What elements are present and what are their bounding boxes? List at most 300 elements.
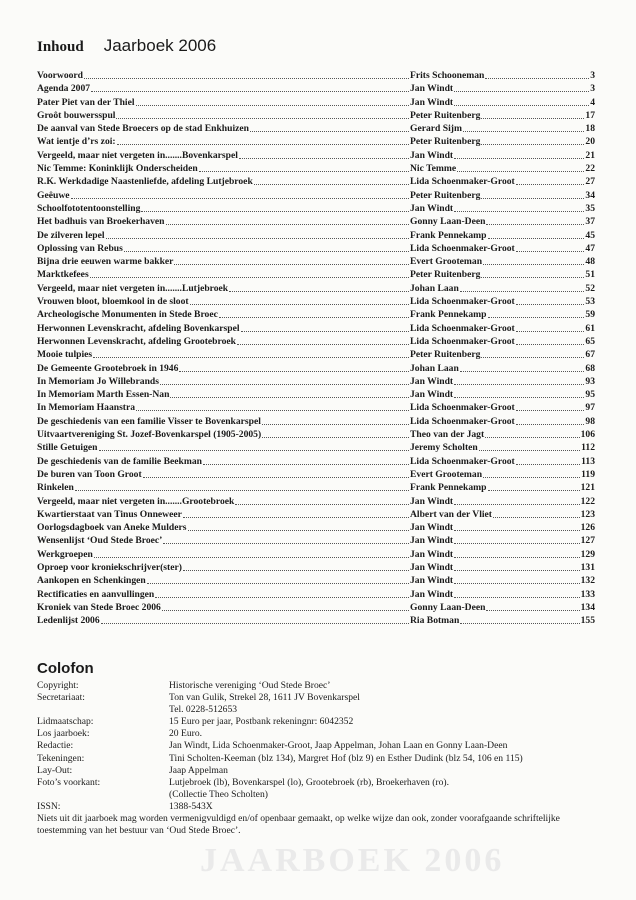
toc-author: Lida Schoenmaker-Groot — [410, 242, 515, 254]
colofon-label: Los jaarboek: — [37, 728, 90, 740]
dot-leader — [460, 614, 579, 624]
toc-author: Jan Windt — [410, 495, 454, 507]
toc-title-cell — [37, 82, 410, 95]
toc-author: Peter Ruitenberg — [410, 269, 481, 281]
toc-row — [37, 348, 595, 361]
dot-leader — [190, 295, 409, 305]
toc-author: Theo van der Jagt — [410, 429, 485, 441]
page-title: Jaarboek 2006 — [103, 36, 217, 55]
toc-author: Ria Botman — [410, 615, 460, 627]
toc-author: Frank Pennekamp — [410, 309, 487, 321]
colofon — [37, 660, 597, 838]
dot-leader — [488, 481, 580, 491]
toc-title-cell — [37, 268, 410, 281]
dot-leader — [239, 149, 409, 159]
toc-author: Peter Ruitenberg — [410, 189, 481, 201]
toc-row — [37, 135, 595, 148]
toc-row — [37, 521, 595, 534]
toc-title: Voorwoord — [37, 70, 84, 81]
dot-leader — [84, 69, 409, 79]
toc-page: 126 — [580, 522, 595, 534]
dot-leader — [147, 574, 409, 584]
toc-author-cell — [410, 335, 595, 348]
toc-row — [37, 455, 595, 468]
toc-title-cell — [37, 282, 410, 295]
toc-row — [37, 189, 595, 202]
dot-leader — [106, 229, 410, 239]
colofon-list — [37, 680, 597, 813]
toc-title: Pater Piet van der Thiel — [37, 96, 135, 108]
toc-page: 122 — [580, 495, 595, 507]
toc-author-cell — [410, 268, 595, 281]
toc-author-cell — [410, 122, 595, 135]
watermark: JAARBOEK 2006 — [200, 842, 505, 879]
toc-title-cell — [37, 308, 410, 321]
colofon-value: 15 Euro per jaar, Postbank rekeningnr: 6042352 — [169, 716, 354, 728]
dot-leader — [99, 441, 410, 451]
colofon-row — [37, 680, 597, 692]
dot-leader — [141, 202, 409, 212]
dot-leader — [229, 282, 409, 292]
toc-page: 53 — [585, 296, 595, 308]
toc-author: Peter Ruitenberg — [410, 349, 481, 361]
dot-leader — [454, 548, 580, 558]
dot-leader — [454, 495, 580, 505]
toc-title-cell — [37, 175, 410, 188]
dot-leader — [124, 242, 409, 252]
toc-author-cell — [410, 375, 595, 388]
toc-page: 121 — [580, 482, 595, 494]
dot-leader — [219, 308, 409, 318]
toc-title-cell — [37, 109, 410, 122]
toc-row — [37, 82, 595, 95]
toc-page: 3 — [590, 70, 595, 81]
toc-title-cell — [37, 428, 410, 441]
toc-page: 95 — [585, 389, 595, 401]
toc-author: Jan Windt — [410, 561, 454, 573]
toc-row — [37, 255, 595, 268]
dot-leader — [254, 175, 409, 185]
toc-author: Gonny Laan-Deen — [410, 216, 486, 228]
colofon-label: Lidmaatschap: — [37, 716, 94, 728]
toc-title: De Gemeente Grootebroek in 1946 — [37, 362, 179, 374]
toc-page: 106 — [580, 429, 595, 441]
section-title: Inhoud — [37, 39, 84, 55]
dot-leader — [183, 508, 409, 518]
toc-page: 67 — [585, 349, 595, 361]
toc-author: Lida Schoenmaker-Groot — [410, 335, 515, 347]
colofon-row — [37, 716, 597, 728]
toc-title: Archeologische Monumenten in Stede Broec — [37, 309, 218, 321]
toc-author-cell — [410, 255, 595, 268]
colofon-value: Ton van Gulik, Strekel 28, 1611 JV Bovenkarspel — [169, 692, 360, 704]
toc-row — [37, 601, 595, 614]
toc-page: 35 — [585, 202, 595, 214]
dot-leader — [101, 614, 409, 624]
dot-leader — [481, 135, 584, 145]
dot-leader — [516, 322, 585, 332]
toc-row — [37, 468, 595, 481]
dot-leader — [488, 229, 585, 239]
dot-leader — [166, 215, 410, 225]
toc-title: Mooie tulpies — [37, 349, 93, 361]
toc-title-cell — [37, 295, 410, 308]
colofon-value: Jan Windt, Lida Schoenmaker-Groot, Jaap Appelman, Johan Laan en Gonny Laan-Deen — [169, 740, 508, 752]
dot-leader — [516, 242, 585, 252]
toc-author-cell — [410, 601, 595, 614]
colofon-value: 20 Euro. — [169, 728, 203, 740]
toc-row — [37, 534, 595, 547]
toc-author: Jan Windt — [410, 522, 454, 534]
toc-title: Wensenlijst ‘Oud Stede Broec’ — [37, 535, 163, 547]
dot-leader — [485, 69, 589, 79]
toc-page: 131 — [580, 561, 595, 573]
toc-title: In Memoriam Haanstra — [37, 402, 136, 414]
dot-leader — [454, 561, 580, 571]
dot-leader — [454, 82, 589, 92]
toc-page: 3 — [590, 83, 595, 95]
toc-title-cell — [37, 189, 410, 202]
toc-row — [37, 495, 595, 508]
toc-title-cell — [37, 614, 410, 627]
colofon-label: Secretariaat: — [37, 692, 85, 704]
toc-title-cell — [37, 122, 410, 135]
dot-leader — [516, 455, 580, 465]
toc-author-cell — [410, 215, 595, 228]
toc-author: Gerard Sijm — [410, 123, 462, 135]
toc-author: Jeremy Scholten — [410, 442, 478, 454]
toc-title-cell — [37, 149, 410, 162]
toc-title: De buren van Toon Groot — [37, 468, 142, 480]
dot-leader — [188, 521, 409, 531]
toc-row — [37, 295, 595, 308]
dot-leader — [163, 534, 409, 544]
toc-title-cell — [37, 135, 410, 148]
toc-title-cell — [37, 96, 410, 109]
toc-author-cell — [410, 69, 595, 82]
toc-title-cell — [37, 481, 410, 494]
toc-title: In Memoriam Jo Willebrands — [37, 375, 159, 387]
dot-leader — [483, 255, 584, 265]
dot-leader — [183, 561, 409, 571]
toc-author: Peter Ruitenberg — [410, 136, 481, 148]
dot-leader — [516, 415, 585, 425]
toc-page: 59 — [585, 309, 595, 321]
toc-row — [37, 561, 595, 574]
dot-leader — [143, 468, 409, 478]
toc-row — [37, 441, 595, 454]
dot-leader — [160, 375, 409, 385]
toc-title: Kwartierstaat van Tinus Onneweer — [37, 508, 182, 520]
dot-leader — [483, 468, 580, 478]
page-header — [37, 36, 216, 56]
toc-author-cell — [410, 508, 595, 521]
toc-title-cell — [37, 202, 410, 215]
toc-title-cell — [37, 495, 410, 508]
toc-row — [37, 415, 595, 428]
toc-row — [37, 308, 595, 321]
colofon-row — [37, 740, 597, 752]
colofon-label: Copyright: — [37, 680, 79, 691]
colofon-label: ISSN: — [37, 800, 61, 812]
dot-leader — [71, 189, 409, 199]
colofon-row — [37, 801, 597, 813]
dot-leader — [170, 388, 409, 398]
toc-title: De geschiedenis van een familie Visser te Bovenkarspel — [37, 415, 261, 427]
toc-author: Jan Windt — [410, 588, 454, 600]
toc-page: 155 — [580, 615, 595, 627]
toc-author-cell — [410, 202, 595, 215]
toc-author-cell — [410, 189, 595, 202]
toc-author-cell — [410, 82, 595, 95]
toc-author-cell — [410, 441, 595, 454]
toc-title: Groôt bouwersspul — [37, 109, 116, 121]
dot-leader — [241, 322, 409, 332]
toc-page: 34 — [585, 189, 595, 201]
toc-author-cell — [410, 362, 595, 375]
toc-row — [37, 149, 595, 162]
toc-page: 98 — [585, 415, 595, 427]
dot-leader — [93, 348, 409, 358]
colofon-value: 1388-543X — [169, 800, 213, 812]
dot-leader — [237, 335, 409, 345]
colofon-row — [37, 789, 597, 801]
toc-title-cell — [37, 441, 410, 454]
toc-author-cell — [410, 282, 595, 295]
dot-leader — [91, 82, 409, 92]
dot-leader — [463, 122, 584, 132]
toc-row — [37, 322, 595, 335]
colofon-row — [37, 777, 597, 789]
toc-author: Lida Schoenmaker-Groot — [410, 176, 515, 188]
toc-title-cell — [37, 508, 410, 521]
dot-leader — [481, 268, 584, 278]
toc-row — [37, 481, 595, 494]
toc-author: Frits Schooneman — [410, 70, 485, 81]
toc-title-cell — [37, 415, 410, 428]
toc-title-cell — [37, 162, 410, 175]
toc-author-cell — [410, 614, 595, 627]
toc-row — [37, 242, 595, 255]
toc-author: Lida Schoenmaker-Groot — [410, 296, 515, 308]
toc-page: 21 — [585, 149, 595, 161]
toc-author-cell — [410, 548, 595, 561]
toc-title: Oplossing van Rebus — [37, 242, 123, 254]
dot-leader — [75, 481, 409, 491]
toc-title-cell — [37, 375, 410, 388]
toc-author: Jan Windt — [410, 375, 454, 387]
dot-leader — [262, 415, 409, 425]
toc-author: Lida Schoenmaker-Groot — [410, 455, 515, 467]
toc-author-cell — [410, 415, 595, 428]
toc-title-cell — [37, 255, 410, 268]
toc-page: 45 — [585, 229, 595, 241]
toc-title: Vergeeld, maar niet vergeten in.......Lutjebroek — [37, 282, 229, 294]
toc-author: Lida Schoenmaker-Groot — [410, 415, 515, 427]
colofon-row — [37, 704, 597, 716]
toc-row — [37, 69, 595, 82]
toc-title: Nic Temme: Koninklijk Onderscheiden — [37, 163, 198, 175]
toc-page: 47 — [585, 242, 595, 254]
dot-leader — [493, 508, 580, 518]
dot-leader — [454, 388, 584, 398]
toc-title-cell — [37, 401, 410, 414]
toc-row — [37, 375, 595, 388]
toc-title-cell — [37, 322, 410, 335]
toc-title: Aankopen en Schenkingen — [37, 575, 146, 587]
toc-title: Oorlogsdagboek van Aneke Mulders — [37, 522, 187, 534]
toc-title-cell — [37, 388, 410, 401]
toc-page: 127 — [580, 535, 595, 547]
dot-leader — [516, 401, 585, 411]
toc-author: Jan Windt — [410, 149, 454, 161]
dot-leader — [454, 534, 580, 544]
toc-row — [37, 588, 595, 601]
toc-title-cell — [37, 215, 410, 228]
toc-row — [37, 282, 595, 295]
dot-leader — [479, 441, 580, 451]
toc-author: Johan Laan — [410, 362, 459, 374]
dot-leader — [481, 189, 584, 199]
dot-leader — [481, 348, 584, 358]
toc-page: 65 — [585, 335, 595, 347]
toc-author-cell — [410, 561, 595, 574]
dot-leader — [179, 362, 409, 372]
toc-row — [37, 96, 595, 109]
toc-author-cell — [410, 295, 595, 308]
toc-page: 52 — [585, 282, 595, 294]
dot-leader — [199, 162, 409, 172]
toc-page: 123 — [580, 508, 595, 520]
toc-title: De zilveren lepel — [37, 229, 105, 241]
dot-leader — [460, 362, 585, 372]
toc-title-cell — [37, 335, 410, 348]
toc-author: Jan Windt — [410, 389, 454, 401]
toc-title-cell — [37, 455, 410, 468]
toc-row — [37, 362, 595, 375]
toc-row — [37, 428, 595, 441]
toc-author: Jan Windt — [410, 202, 454, 214]
toc-page: 119 — [581, 468, 595, 480]
colofon-label: Tekeningen: — [37, 752, 85, 764]
toc-title: Herwonnen Levenskracht, afdeling Bovenkarspel — [37, 322, 240, 334]
toc-title: Oproep voor kroniekschrijver(ster) — [37, 561, 182, 573]
toc-row — [37, 122, 595, 135]
dot-leader — [117, 135, 409, 145]
toc-author: Johan Laan — [410, 282, 459, 294]
toc-title: Ledenlijst 2006 — [37, 615, 100, 627]
colofon-row — [37, 692, 597, 704]
dot-leader — [486, 215, 584, 225]
dot-leader — [162, 601, 409, 611]
toc-title: De aanval van Stede Broecers op de stad Enkhuizen — [37, 123, 249, 135]
toc-row — [37, 388, 595, 401]
toc-title-cell — [37, 534, 410, 547]
toc-title: Vergeeld, maar niet vergeten in.......Grootebroek — [37, 495, 235, 507]
toc-author-cell — [410, 229, 595, 242]
colofon-label: Lay-Out: — [37, 764, 73, 776]
toc-author: Albert van der Vliet — [410, 508, 492, 520]
toc-title: Rinkelen — [37, 482, 74, 494]
toc-author-cell — [410, 401, 595, 414]
toc-author-cell — [410, 162, 595, 175]
toc-author: Jan Windt — [410, 83, 454, 95]
toc-author-cell — [410, 348, 595, 361]
toc-author-cell — [410, 175, 595, 188]
toc-title: Kroniek van Stede Broec 2006 — [37, 601, 161, 613]
toc-title: Schoolfototentoonstelling — [37, 202, 141, 214]
toc-row — [37, 268, 595, 281]
toc-title-cell — [37, 362, 410, 375]
toc-row — [37, 548, 595, 561]
toc-author: Lida Schoenmaker-Groot — [410, 322, 515, 334]
dot-leader — [454, 574, 580, 584]
dot-leader — [235, 495, 409, 505]
dot-leader — [454, 375, 584, 385]
dot-leader — [454, 521, 580, 531]
toc-title: R.K. Werkdadige Naastenliefde, afdeling Lutjebroek — [37, 176, 253, 188]
toc-author: Nic Temme — [410, 163, 457, 175]
toc-page: 18 — [585, 123, 595, 135]
toc-author-cell — [410, 149, 595, 162]
toc-page: 68 — [585, 362, 595, 374]
table-of-contents — [37, 69, 595, 627]
toc-author-cell — [410, 521, 595, 534]
toc-author: Gonny Laan-Deen — [410, 601, 486, 613]
toc-title-cell — [37, 548, 410, 561]
toc-title-cell — [37, 601, 410, 614]
toc-page: 4 — [590, 96, 595, 108]
toc-row — [37, 401, 595, 414]
toc-author-cell — [410, 468, 595, 481]
toc-page: 134 — [580, 601, 595, 613]
colofon-value: Tini Scholten-Keeman (blz 134), Margret Hof (blz 9) en Esther Dudink (blz 54, 106 en 115) — [169, 752, 523, 764]
toc-author-cell — [410, 109, 595, 122]
dot-leader — [155, 588, 409, 598]
dot-leader — [481, 109, 584, 119]
toc-title: Stille Getuigen — [37, 442, 98, 454]
toc-title-cell — [37, 521, 410, 534]
toc-author-cell — [410, 135, 595, 148]
colofon-label: Foto’s voorkant: — [37, 776, 101, 788]
toc-page: 133 — [580, 588, 595, 600]
dot-leader — [136, 401, 409, 411]
toc-author: Lida Schoenmaker-Groot — [410, 402, 515, 414]
toc-author: Frank Pennekamp — [410, 482, 487, 494]
toc-title-cell — [37, 468, 410, 481]
toc-page: 129 — [580, 548, 595, 560]
colofon-label — [37, 704, 169, 716]
toc-title: Het badhuis van Broekerhaven — [37, 216, 165, 228]
toc-author-cell — [410, 428, 595, 441]
dot-leader — [457, 162, 584, 172]
toc-author-cell — [410, 322, 595, 335]
toc-page: 22 — [585, 163, 595, 175]
toc-author-cell — [410, 481, 595, 494]
toc-title: Wat ientje d’rs zoi: — [37, 136, 116, 148]
toc-author-cell — [410, 495, 595, 508]
copyright-note: Niets uit dit jaarboek mag worden vermenigvuldigd en/of openbaar gemaakt, op welke wijze dan ook, zonder voorafgaande schriftelijke toestemming van het bestuur van ‘Oud Stede Broec’. — [37, 813, 560, 837]
dot-leader — [454, 588, 580, 598]
toc-title: In Memoriam Marth Essen-Nan — [37, 389, 170, 401]
toc-title-cell — [37, 348, 410, 361]
toc-row — [37, 508, 595, 521]
colofon-value: Jaap Appelman — [169, 764, 228, 776]
toc-author: Frank Pennekamp — [410, 229, 487, 241]
toc-title: Vrouwen bloot, bloemkool in de sloot — [37, 296, 189, 308]
toc-row — [37, 614, 595, 627]
dot-leader — [454, 96, 589, 106]
